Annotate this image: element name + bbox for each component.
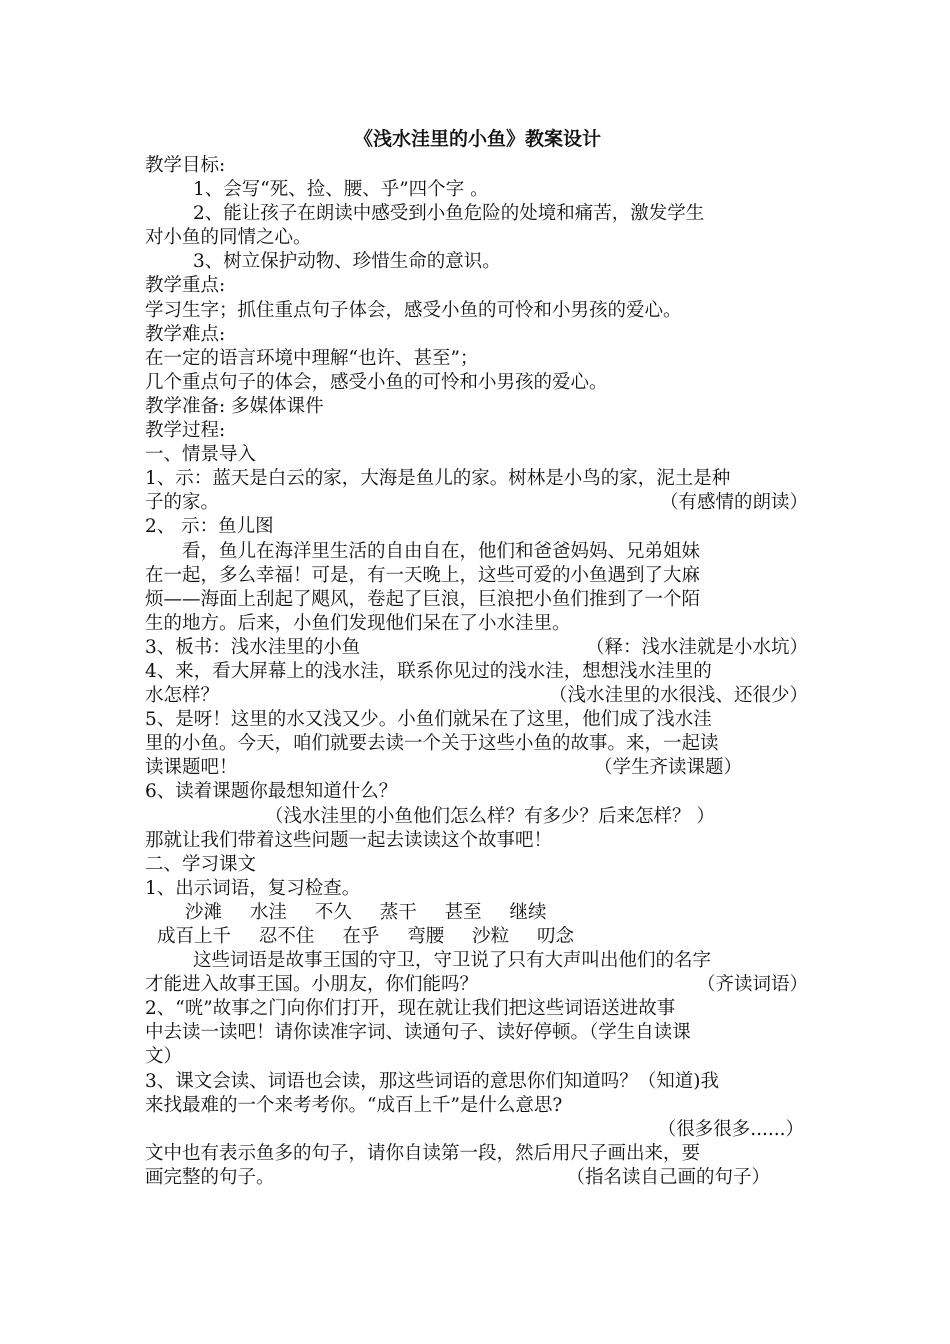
vocab-word: 叨念 [537, 926, 575, 947]
text-line: 6、读着课题你最想知道什么？ [145, 781, 398, 803]
text-line: 那就让我们带着这些问题一起去读读这个故事吧！ [145, 829, 553, 851]
vocab-word: 继续 [509, 901, 547, 923]
text-segment: 读课题吧！ [145, 757, 238, 779]
text-line: 5、是呀！这里的水又浅又少。小鱼们就呆在了这里，他们成了浅水洼 [145, 709, 712, 731]
objectives-heading: 教学目标: [145, 155, 226, 176]
objective-item: 2、能让孩子在朗读中感受到小鱼危险的处境和痛苦，激发学生 [193, 203, 705, 225]
text-line: 里的小鱼。今天，咱们就要去读一个关于这些小鱼的故事。来，一起读 [145, 733, 719, 755]
text-line: 文中也有表示鱼多的句子，请你自读第一段，然后用尺子画出来，要 [145, 1142, 701, 1164]
paragraph-line: 这些词语是故事王国的守卫，守卫说了只有大声叫出他们的名字 [193, 950, 712, 972]
vocab-word: 蒸干 [379, 901, 417, 923]
section-heading-2: 二、学习课文 [145, 853, 257, 875]
vocab-word: 不久 [314, 901, 352, 923]
text-line: 1、示：蓝天是白云的家，大海是鱼儿的家。树林是小鸟的家，泥土是种 [145, 468, 731, 490]
vocab-word: 沙滩 [185, 901, 223, 923]
document-title: 《浅水洼里的小鱼》教案设计 [353, 128, 601, 150]
text-line: 来找最难的一个来考考你。“成百上千”是什么意思? [145, 1094, 563, 1116]
vocabulary-row [145, 925, 810, 949]
text-line-with-note [145, 756, 810, 780]
lesson-plan-document [145, 124, 810, 1190]
text-segment: 3、板书：浅水洼里的小鱼 [145, 636, 361, 658]
vocab-word: 沙粒 [472, 926, 510, 947]
paragraph-line: 烦——海面上刮起了飓风，卷起了巨浪，巨浪把小鱼们推到了一个陌 [145, 588, 701, 610]
text-line: 中去读一读吧！请你读准字词、读通句子、读好停顿。（学生自读课 [145, 1022, 691, 1044]
objective-item: 1、会写“死、捡、腰、乎”四个字 。 [193, 179, 489, 201]
text-segment: 画完整的句子。 [145, 1166, 275, 1188]
vocab-word: 忍不住 [258, 926, 315, 947]
vocab-word: 甚至 [444, 901, 482, 923]
focus-text: 学习生字；抓住重点句子体会，感受小鱼的可怜和小男孩的爱心。 [145, 299, 682, 321]
paragraph-line: 看，鱼儿在海洋里生活的自由自在，他们和爸爸妈妈、兄弟姐妹 [182, 540, 701, 562]
text-line: 1、出示词语，复习检查。 [145, 877, 361, 899]
objective-item: 3、树立保护动物、珍惜生命的意识。 [193, 251, 501, 273]
teaching-note: （浅水洼里的小鱼他们怎么样？有多少？后来怎样？ ） [265, 805, 715, 827]
text-segment: 水怎样？ [145, 685, 220, 707]
teaching-note: （齐读词语） [696, 974, 808, 996]
difficulty-heading: 教学难点: [145, 323, 226, 345]
teaching-note: （很多很多......） [657, 1118, 804, 1140]
process-heading: 教学过程: [145, 420, 226, 442]
vocab-word: 成百上千 [157, 926, 232, 947]
text-line-with-note [145, 636, 810, 660]
vocab-word: 在乎 [342, 926, 380, 947]
text-line: 2、“咣”故事之门向你们打开，现在就让我们把这些词语送进故事 [145, 998, 676, 1020]
text-line: 文） [145, 1046, 183, 1068]
paragraph-line: 生的地方。后来，小鱼们发现他们呆在了小水洼里。 [145, 612, 571, 634]
text-line: 4、来，看大屏幕上的浅水洼，联系你见过的浅水洼，想想浅水洼里的 [145, 660, 712, 682]
teaching-note: （浅水洼里的水很浅、还很少） [548, 685, 808, 707]
text-line-with-note [145, 973, 810, 997]
vocab-word: 水洼 [249, 901, 287, 923]
focus-heading: 教学重点: [145, 275, 226, 297]
teaching-note: （学生齐读课题） [593, 757, 742, 779]
vocabulary-row [145, 901, 810, 925]
teaching-note: （释：浅水洼就是小水坑） [585, 636, 808, 658]
text-segment: 子的家。 [145, 492, 220, 514]
preparation-line: 教学准备: 多媒体课件 [145, 395, 324, 417]
text-segment: 才能进入故事王国。小朋友，你们能吗？ [145, 974, 479, 996]
section-heading-1: 一、情景导入 [145, 444, 257, 466]
teaching-note: （有感情的朗读） [659, 492, 808, 514]
paragraph-line: 在一起，多么幸福！可是，有一天晚上，这些可爱的小鱼遇到了大麻 [145, 564, 701, 586]
text-line-with-note [145, 684, 810, 708]
difficulty-item: 几个重点句子的体会，感受小鱼的可怜和小男孩的爱心。 [145, 371, 608, 393]
text-line: 2、 示：鱼儿图 [145, 516, 274, 538]
objective-item: 对小鱼的同情之心。 [145, 227, 312, 249]
text-line-with-note [145, 1166, 810, 1190]
vocab-word: 弯腰 [407, 926, 445, 947]
text-line: 3、课文会读、词语也会读，那这些词语的意思你们知道吗？（知道)我 [145, 1070, 719, 1092]
teaching-note: （指名读自己画的句子） [566, 1166, 770, 1188]
difficulty-item: 在一定的语言环境中理解“也许、甚至”； [145, 347, 479, 369]
text-line-with-note [145, 491, 810, 515]
